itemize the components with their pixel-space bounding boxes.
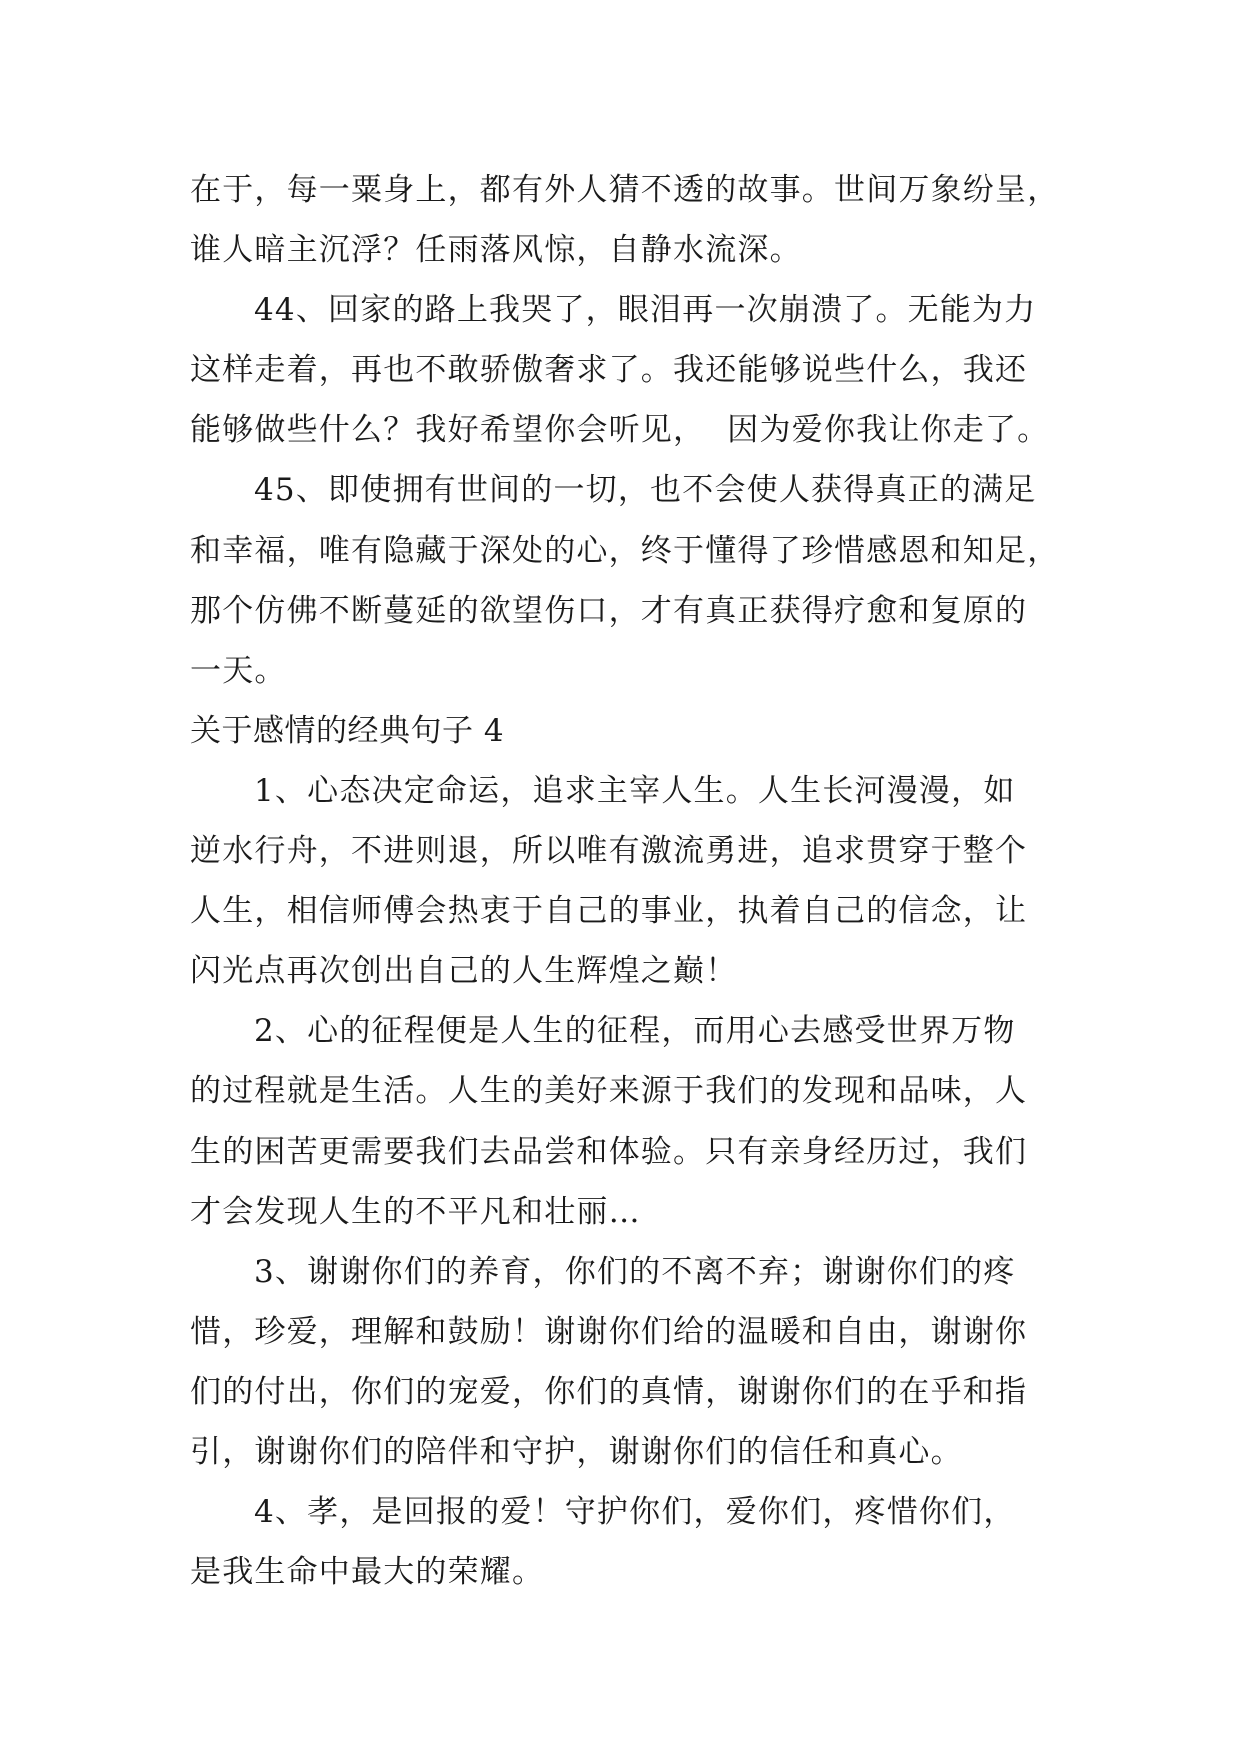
text-line: 那个仿佛不断蔓延的欲望伤口，才有真正获得疗愈和复原的	[190, 592, 1028, 629]
text-line: 这样走着，再也不敢骄傲奢求了。我还能够说些什么，我还	[190, 352, 1028, 389]
text-line: 3、谢谢你们的养育，你们的不离不弃；谢谢你们的疼	[254, 1253, 1016, 1290]
text-line: 才会发现人生的不平凡和壮丽…	[190, 1193, 641, 1230]
text-line: 谁人暗主沉浮？任雨落风惊，自静水流深。	[190, 232, 802, 269]
text-line: 和幸福，唯有隐藏于深处的心，终于懂得了珍惜感恩和知足，	[190, 532, 1060, 569]
text-line: 1、心态决定命运，追求主宰人生。人生长河漫漫，如	[254, 772, 1016, 809]
text-line: 一天。	[190, 652, 287, 689]
text-line: 们的付出，你们的宠爱，你们的真情，谢谢你们的在乎和指	[190, 1373, 1028, 1410]
text-line: 生的困苦更需要我们去品尝和体验。只有亲身经历过，我们	[190, 1133, 1028, 1170]
text-line: 4、孝，是回报的爱！守护你们，爱你们，疼惜你们，	[254, 1494, 1016, 1531]
text-line: 闪光点再次创出自己的人生辉煌之巅！	[190, 953, 738, 990]
text-line: 45、即使拥有世间的一切，也不会使人获得真正的满足	[254, 472, 1037, 509]
text-line: 能够做些什么？我好希望你会听见， 因为爱你我让你走了。	[190, 412, 1050, 449]
text-line: 人生，相信师傅会热衷于自己的事业，执着自己的信念，让	[190, 893, 1028, 930]
text-line: 惜，珍爱，理解和鼓励！谢谢你们给的温暖和自由，谢谢你	[190, 1313, 1028, 1350]
text-line: 引，谢谢你们的陪伴和守护，谢谢你们的信任和真心。	[190, 1433, 963, 1470]
text-line: 44、回家的路上我哭了，眼泪再一次崩溃了。无能为力	[254, 292, 1037, 329]
section-heading: 关于感情的经典句子 4	[190, 712, 505, 749]
text-line: 在于，每一粟身上，都有外人猜不透的故事。世间万象纷呈，	[190, 172, 1060, 208]
document-body	[190, 160, 1060, 1602]
text-line: 逆水行舟，不进则退，所以唯有激流勇进，追求贯穿于整个	[190, 833, 1028, 870]
text-line: 2、心的征程便是人生的征程，而用心去感受世界万物	[254, 1013, 1016, 1050]
text-line: 是我生命中最大的荣耀。	[190, 1554, 545, 1591]
text-line: 的过程就是生活。人生的美好来源于我们的发现和品味，人	[190, 1073, 1028, 1110]
